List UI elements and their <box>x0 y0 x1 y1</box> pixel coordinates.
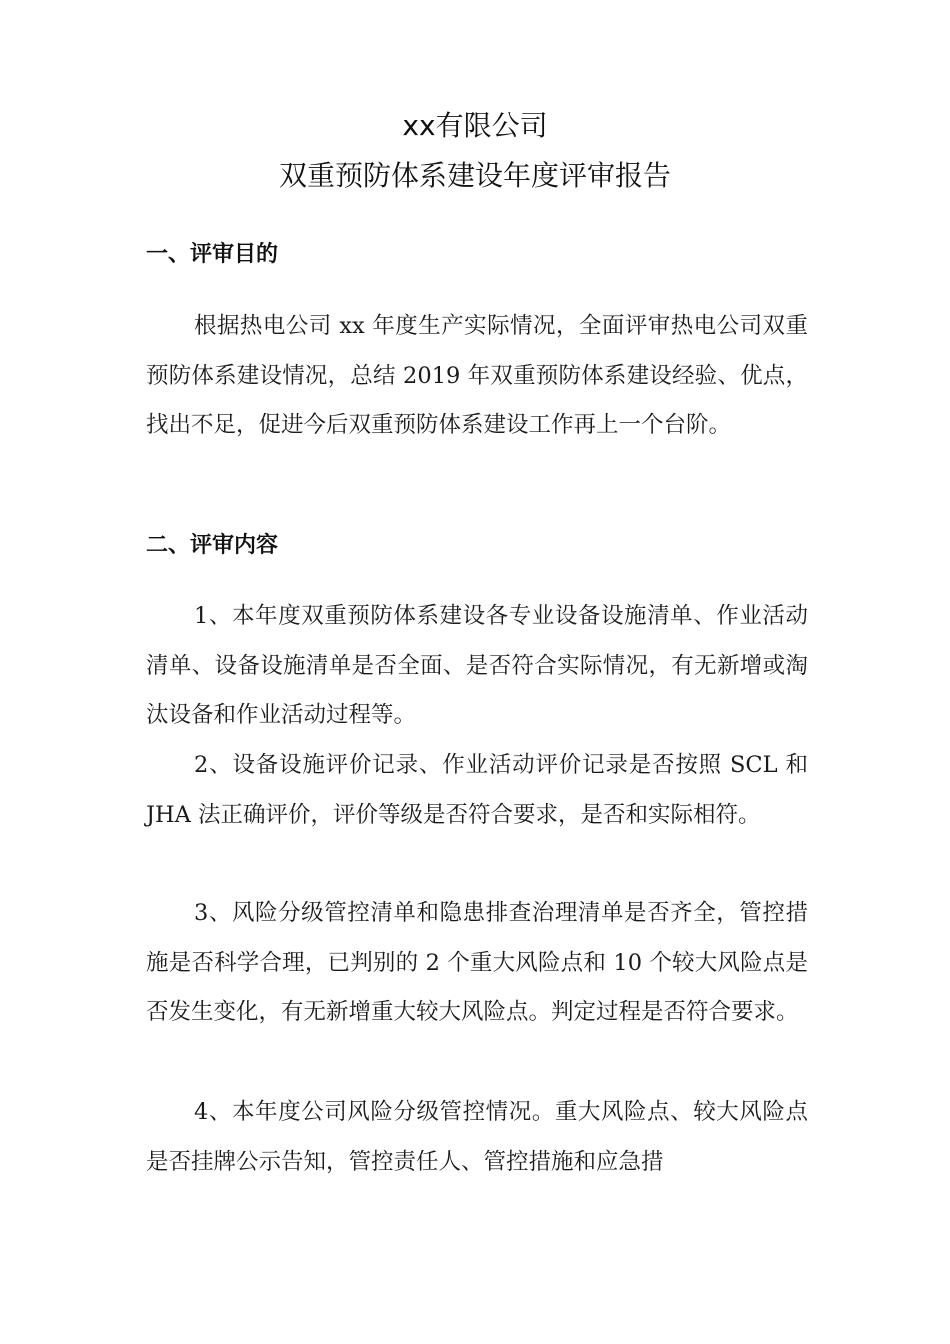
content-item-4: 4、本年度公司风险分级管控情况。重大风险点、较大风险点是否挂牌公示告知，管控责任人、管控措施和应急措 <box>146 1099 808 1175</box>
content-item-2: 2、设备设施评价记录、作业活动评价记录是否按照 SCL 和 JHA 法正确评价，评价等级是否符合要求，是否和实际相符。 <box>146 752 808 828</box>
purpose-paragraph: 根据热电公司 xx 年度生产实际情况，全面评审热电公司双重预防体系建设情况，总结 2019 年双重预防体系建设经验、优点，找出不足，促进今后双重预防体系建设工作再上一个台阶。 <box>146 313 808 438</box>
report-title: 双重预防体系建设年度评审报告 <box>278 159 671 192</box>
section-heading-purpose: 一、评审目的 <box>146 242 279 267</box>
company-title: xx有限公司 <box>402 109 548 142</box>
section-heading-content: 二、评审内容 <box>146 533 279 558</box>
content-item-3: 3、风险分级管控清单和隐患排查治理清单是否齐全，管控措施是否科学合理，已判别的 2 个重大风险点和 10 个较大风险点是否发生变化，有无新增重大较大风险点。判定过程是否符合要求。 <box>146 900 808 1025</box>
content-item-1: 1、本年度双重预防体系建设各专业设备设施清单、作业活动清单、设备设施清单是否全面、是否符合实际情况，有无新增或淘汰设备和作业活动过程等。 <box>146 603 808 728</box>
